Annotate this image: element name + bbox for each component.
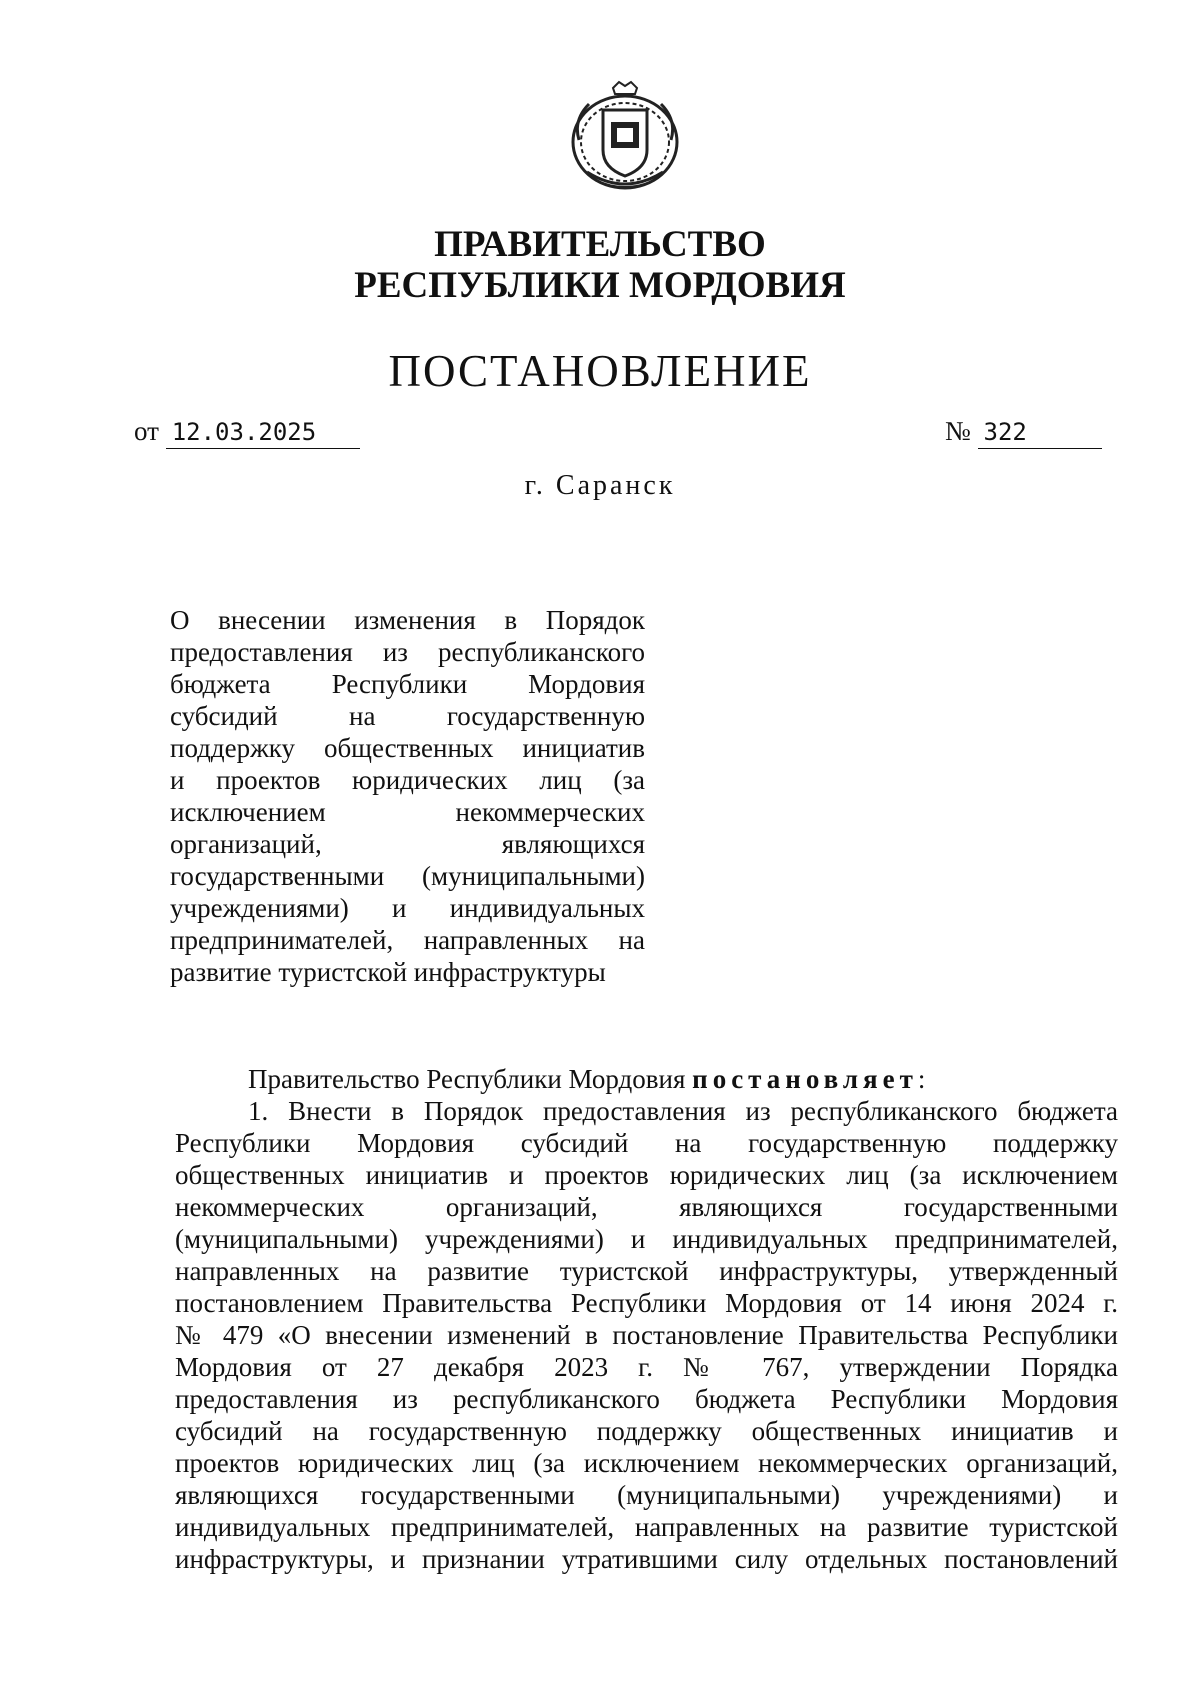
body-line: общественных инициатив и проектов юридических лиц (за исключением (175, 1160, 1118, 1190)
body-line: направленных на развитие туристской инфраструктуры, утвержденный (175, 1256, 1118, 1286)
body-line: 1. Внести в Порядок предоставления из республиканского бюджета (248, 1096, 1118, 1126)
body-line: проектов юридических лиц (за исключением некоммерческих организаций, (175, 1448, 1118, 1478)
subject-line: учреждениями) и индивидуальных (170, 893, 645, 923)
organization-name-line1: ПРАВИТЕЛЬСТВО (434, 224, 766, 265)
subject-line: и проектов юридических лиц (за (170, 765, 645, 795)
document-body (175, 1063, 1118, 1575)
document-subject (170, 604, 645, 988)
document-date (134, 416, 360, 449)
body-line: субсидий на государственную поддержку общественных инициатив и (175, 1416, 1118, 1446)
body-line: постановлением Правительства Республики Мордовия от 14 июня 2024 г. (175, 1288, 1118, 1318)
subject-line: субсидий на государственную (170, 701, 645, 731)
document-type: ПОСТАНОВЛЕНИЕ (388, 346, 812, 396)
subject-line: бюджета Республики Мордовия (170, 669, 645, 699)
preamble-verb: постановляет (692, 1064, 918, 1094)
date-prefix: от (134, 416, 159, 446)
city: г. Саранск (524, 470, 676, 501)
preamble-colon: : (917, 1064, 926, 1094)
body-line: № 479 «О внесении изменений в постановление Правительства Республики (175, 1320, 1118, 1350)
number-prefix: № (945, 416, 971, 446)
preamble-text: Правительство Республики Мордовия (248, 1064, 686, 1094)
subject-line: поддержку общественных инициатив (170, 733, 645, 763)
subject-line: предпринимателей, направленных на (170, 925, 645, 955)
body-line: инфраструктуры, и признании утратившими силу отдельных постановлений (175, 1544, 1118, 1574)
organization-name-line2: РЕСПУБЛИКИ МОРДОВИЯ (354, 265, 846, 306)
subject-line: государственными (муниципальными) (170, 861, 645, 891)
preamble (175, 1063, 1118, 1095)
subject-line: организаций, являющихся (170, 829, 645, 859)
number-value: 322 (978, 418, 1102, 449)
document-number (945, 416, 1102, 449)
subject-line: развитие туристской инфраструктуры (170, 957, 606, 987)
body-line: Республики Мордовия субсидий на государственную поддержку (175, 1128, 1118, 1158)
body-line: некоммерческих организаций, являющихся государственными (175, 1192, 1118, 1222)
subject-line: исключением некоммерческих (170, 797, 645, 827)
date-value: 12.03.2025 (166, 418, 360, 449)
subject-line: О внесении изменения в Порядок (170, 605, 645, 635)
body-line: (муниципальными) учреждениями) и индивидуальных предпринимателей, (175, 1224, 1118, 1254)
body-line: индивидуальных предпринимателей, направленных на развитие туристской (175, 1512, 1118, 1542)
body-line: предоставления из республиканского бюджета Республики Мордовия (175, 1384, 1118, 1414)
body-line: являющихся государственными (муниципальными) учреждениями) и (175, 1480, 1118, 1510)
subject-line: предоставления из республиканского (170, 637, 645, 667)
body-line: Мордовия от 27 декабря 2023 г. № 767, утверждении Порядка (175, 1352, 1118, 1382)
coat-of-arms-icon (565, 80, 685, 196)
